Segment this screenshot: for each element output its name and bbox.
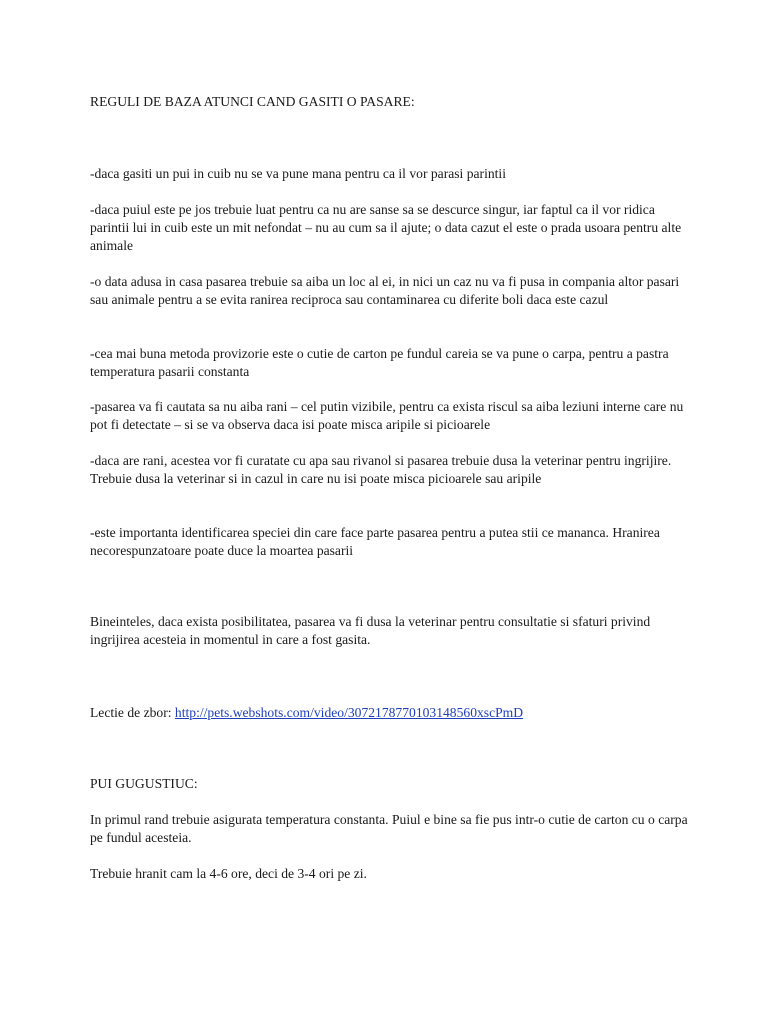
veterinar-note: Bineinteles, daca exista posibilitatea, pasarea va fi dusa la veterinar pentru consultatie si sfaturi privind ingrijirea acesteia in momentul in care a fost gasita. — [90, 614, 651, 647]
rule-paragraph: -daca puiul este pe jos trebuie luat pentru ca nu are sanse sa se descurce singur, iar faptul ca il vor ridica parintii lui in cuib este un mit nefondat – nu au cum sa il ajute; o data cazut el este o prada usoara pentru alte animale — [90, 202, 682, 253]
document-heading: REGULI DE BAZA ATUNCI CAND GASITI O PASARE: — [90, 94, 415, 109]
lesson-line — [90, 704, 690, 722]
rule-paragraph: -este importanta identificarea speciei din care face parte pasarea pentru a putea stii ce mananca. Hranirea necorespunzatoare poate duce la moartea pasarii — [90, 525, 660, 558]
rule-paragraph: -pasarea va fi cautata sa nu aiba rani – cel putin vizibile, pentru ca exista riscul sa aiba leziuni interne care nu pot fi detectate – si se va observa daca isi poate misca aripile si picioarele — [90, 399, 684, 432]
rule-paragraph: -cea mai buna metoda provizorie este o cutie de carton pe fundul careia se va pune o carpa, pentru a pastra temperatura pasarii constanta — [90, 346, 669, 379]
rule-paragraph: -daca are rani, acestea vor fi curatate cu apa sau rivanol si pasarea trebuie dusa la veterinar pentru ingrijire. Trebuie dusa la veterinar si in cazul in care nu isi poate misca picioarele sau aripile — [90, 453, 672, 486]
rule-paragraph: -daca gasiti un pui in cuib nu se va pune mana pentru ca il vor parasi parintii — [90, 166, 506, 181]
rule-paragraph: -o data adusa in casa pasarea trebuie sa aiba un loc al ei, in nici un caz nu va fi pusa in compania altor pasari sau animale pentru a se evita ranirea reciproca sau contaminarea cu diferite boli daca este cazul — [90, 274, 680, 307]
section-paragraph: In primul rand trebuie asigurata temperatura constanta. Puiul e bine sa fie pus intr-o cutie de carton cu o carpa pe fundul acesteia. — [90, 812, 688, 845]
lesson-video-link[interactable]: http://pets.webshots.com/video/3072178770103148560xscPmD — [174, 705, 524, 720]
section-paragraph: Trebuie hranit cam la 4-6 ore, deci de 3-4 ori pe zi. — [90, 866, 367, 881]
lesson-label: Lectie de zbor: — [90, 705, 175, 720]
section-heading: PUI GUGUSTIUC: — [90, 776, 198, 791]
